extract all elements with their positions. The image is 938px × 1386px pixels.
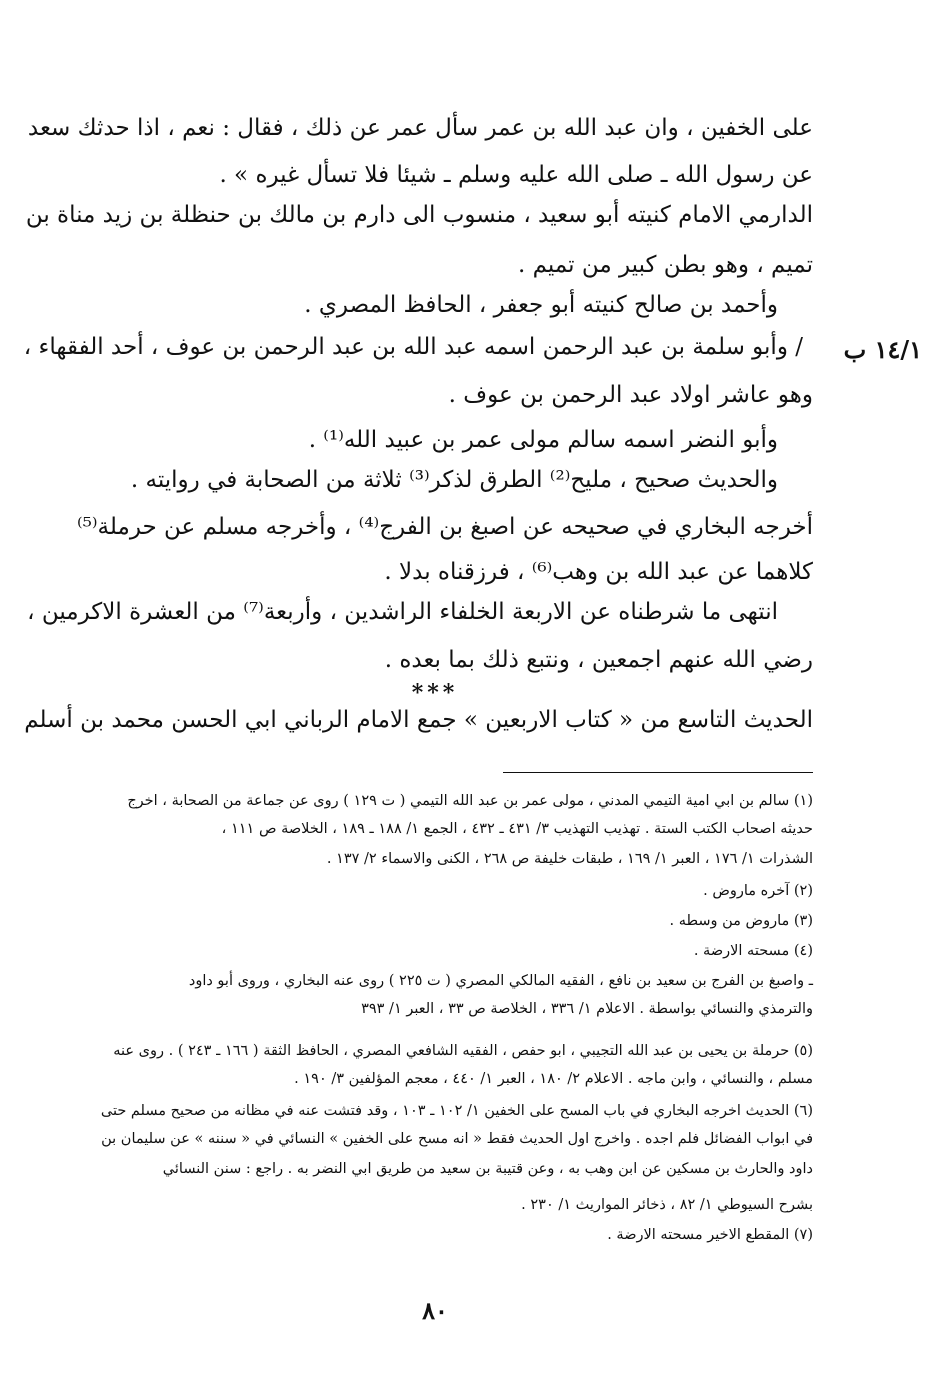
footnote-line-9: (٥) حرملة بن يحيى بن عبد الله التجيبي ، ابو حفص ، الفقيه الشافعي المصري ، الحافظ الثقة ( ١٦٦ ـ ٢٤٣ ) . روى عنه — [113, 1043, 813, 1059]
footnote-line-10: مسلم ، والنسائي ، وابن ماجه . الاعلام ٢/ ١٨٠ ، العبر ١/ ٤٤٠ ، معجم المؤلفين ٣/ ١٩٠ . — [294, 1071, 813, 1087]
main-line-1: على الخفين ، وان عبد الله بن عمر سأل عمر عن ذلك ، فقال : نعم ، اذا حدثك سعد — [27, 115, 813, 141]
footnote-line-15: (٧) المقطع الاخير مسحته الارضة . — [607, 1227, 813, 1243]
main-line-6: / وأبو سلمة بن عبد الرحمن اسمه عبد الله بن عبد الرحمن بن عوف ، أحد الفقهاء ، — [23, 334, 803, 360]
footnote-line-3: الشذرات ١/ ١٧٦ ، العبر ١/ ١٦٩ ، طبقات خليفة ص ٢٦٨ ، الكنى والاسماء ٢/ ١٣٧ . — [326, 851, 813, 867]
footnote-divider — [503, 772, 813, 773]
footnote-line-12: في ابواب الفضائل فلم اجده . واخرج اول الحديث فقط « انه مسح على الخفين » النسائي في « سننه » عن سليمان بن — [101, 1131, 813, 1147]
main-line-3: الدارمي الامام كنيته أبو سعيد ، منسوب الى دارم بن مالك بن حنظلة بن زيد مناة بن — [25, 202, 813, 228]
main-line-4: تميم ، وهو بطن كبير من تميم . — [517, 252, 813, 278]
footnote-line-6: (٤) مسحته الارضة . — [693, 943, 813, 959]
page-number: ٨٠ — [422, 1296, 448, 1325]
section-separator: *** — [411, 680, 459, 706]
footnote-line-4: (٢) آخره ماروض . — [703, 883, 813, 899]
footnote-line-5: (٣) ماروض من وسطه . — [669, 913, 813, 929]
main-line-7: وهو عاشر اولاد عبد الرحمن بن عوف . — [448, 382, 813, 408]
footnote-line-14: بشرح السيوطي ١/ ٨٢ ، ذخائر المواريث ١/ ٢٣٠ . — [521, 1197, 813, 1213]
main-line-8: وأبو النضر اسمه سالم مولى عمر بن عبيد الله⁽¹⁾ . — [308, 427, 778, 453]
footnote-line-1: (١) سالم بن ابي امية التيمي المدني ، مولى عمر بن عبد الله التيمي ( ت ١٢٩ ) روى عن جماعة من الصحابة ، اخرج — [127, 793, 813, 809]
footnote-line-7: ـ واصبغ بن الفرج بن سعيد بن نافع ، الفقيه المالكي المصري ( ت ٢٢٥ ) روى عنه البخاري ، وروى أبو داود — [188, 973, 813, 989]
main-line-13: رضي الله عنهم اجمعين ، ونتبع ذلك بما بعده . — [384, 647, 813, 673]
footnote-line-2: حديثه اصحاب الكتب الستة . تهذيب التهذيب ٣/ ٤٣١ ـ ٤٣٢ ، الجمع ١/ ١٨٨ ـ ١٨٩ ، الخلاصة ص ١١١ ، — [221, 821, 813, 837]
main-line-5: وأحمد بن صالح كنيته أبو جعفر ، الحافظ المصري . — [304, 292, 778, 318]
main-line-9: والحديث صحيح ، مليح⁽²⁾ الطرق لذكر⁽³⁾ ثلاثة من الصحابة في روايته . — [130, 467, 778, 493]
footnote-line-8: والترمذي والنسائي بواسطة . الاعلام ١/ ٣٣٦ ، الخلاصة ص ٣٣ ، العبر ١/ ٣٩٣ — [361, 1001, 813, 1017]
main-line-11: كلاهما عن عبد الله بن وهب⁽⁶⁾ ، فرزقناه بدلا . — [384, 559, 813, 585]
footnote-line-11: (٦) الحديث اخرجه البخاري في باب المسح على الخفين ١/ ١٠٢ ـ ١٠٣ ، وقد فتشت عنه في مظانه من صحيح مسلم حتى — [100, 1103, 813, 1119]
main-line-14: الحديث التاسع من « كتاب الاربعين » جمع الامام الرباني ابي الحسن محمد بن أسلم — [24, 707, 813, 733]
main-line-2: عن رسول الله ـ صلى الله عليه وسلم ـ شيئا فلا تسأل غيره » . — [219, 162, 813, 188]
footnote-line-13: داود والحارث بن مسكين عن ابن وهب به ، وعن قتيبة بن سعيد من طريق ابي النضر به . راجع : سنن النسائي — [162, 1161, 813, 1177]
main-line-10: أخرجه البخاري في صحيحه عن اصبغ بن الفرج⁽⁴⁾ ، وأخرجه مسلم عن حرملة⁽⁵⁾ — [77, 514, 813, 540]
main-line-12: انتهى ما شرطناه عن الاربعة الخلفاء الراشدين ، وأربعة⁽⁷⁾ من العشرة الاكرمين ، — [27, 599, 778, 625]
margin-note: ١٤/١ ب — [843, 335, 922, 364]
